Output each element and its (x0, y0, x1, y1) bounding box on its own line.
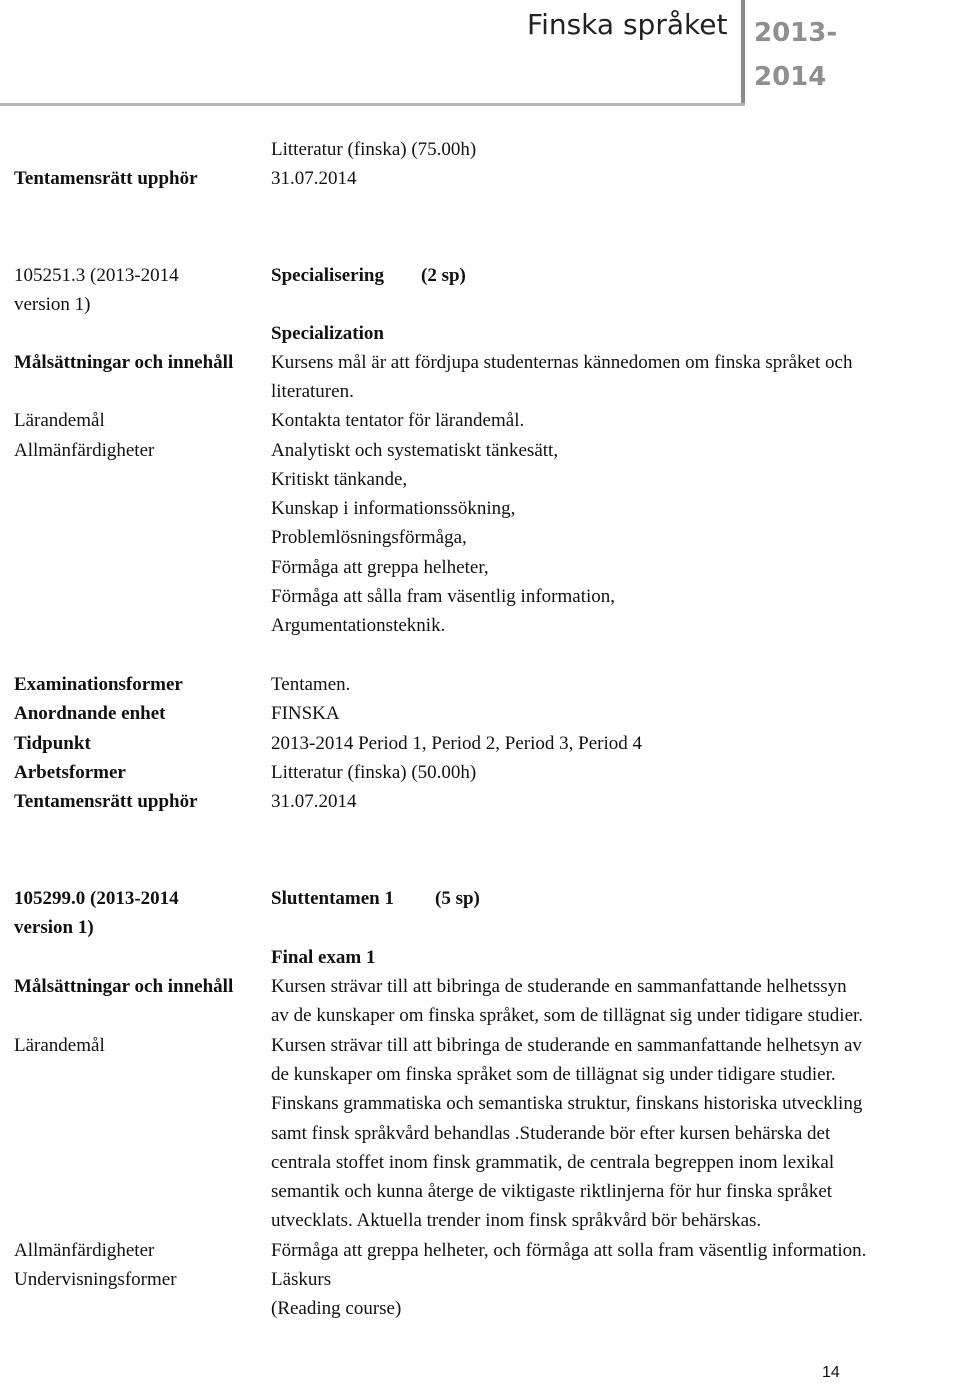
course1-skills-item: Argumentationsteknik. (271, 615, 446, 636)
course1-version: version 1) (14, 294, 91, 315)
course1-work-label: Arbetsformer (14, 762, 126, 783)
course1-time-value: 2013-2014 Period 1, Period 2, Period 3, Period 4 (271, 733, 643, 754)
course1-goals-label: Målsättningar och innehåll (14, 352, 234, 373)
course1-expiry-value: 31.07.2014 (271, 791, 357, 812)
course2-outcomes-line: centrala stoffet inom finsk grammatik, de centrala begreppen inom lexikal (271, 1152, 835, 1173)
course1-exam-value: Tentamen. (271, 674, 351, 695)
header-year-line2: 2014 (754, 62, 827, 92)
course2-outcomes-line: samt finsk språkvård behandlas .Studerande bör efter kursen behärska det (271, 1123, 831, 1144)
course2-goals-label: Målsättningar och innehåll (14, 976, 234, 997)
course1-unit-value: FINSKA (271, 703, 340, 724)
course2-teaching-label: Undervisningsformer (14, 1269, 177, 1290)
course1-skills-item: Problemlösningsförmåga, (271, 527, 467, 548)
header-year-line1: 2013- (754, 18, 838, 48)
course2-title-en: Final exam 1 (271, 947, 376, 968)
page-number: 14 (822, 1364, 840, 1381)
course2-outcomes-label: Lärandemål (14, 1035, 105, 1056)
course2-code: 105299.0 (2013-2014 (14, 888, 179, 909)
course2-goals-line: av de kunskaper om finska språket, som de tillägnat sig under tidigare studier. (271, 1005, 864, 1026)
header-title: Finska språket (527, 8, 728, 41)
course1-skills-item: Förmåga att greppa helheter, (271, 557, 489, 578)
course2-goals-line: Kursen strävar till att bibringa de studerande en sammanfattande helhetssyn (271, 976, 847, 997)
top-work-value: Litteratur (finska) (75.00h) (271, 139, 477, 160)
course1-title-en: Specialization (271, 323, 384, 344)
course1-exam-label: Examinationsformer (14, 674, 183, 695)
course1-skills-item: Kritiskt tänkande, (271, 469, 408, 490)
header-underline (0, 103, 745, 106)
course1-goals-line: Kursens mål är att fördjupa studenternas kännedomen om finska språket och (271, 352, 853, 373)
course1-skills-item: Analytiskt och systematiskt tänkesätt, (271, 440, 559, 461)
course2-skills-label: Allmänfärdigheter (14, 1240, 155, 1261)
course2-outcomes-line: de kunskaper om finska språket som de tillägnat sig under tidigare studier. (271, 1064, 836, 1085)
course2-outcomes-line: Finskans grammatiska och semantiska struktur, finskans historiska utveckling (271, 1093, 863, 1114)
course2-skills-value: Förmåga att greppa helheter, och förmåga att solla fram väsentlig information. (271, 1240, 867, 1261)
course2-outcomes-line: utvecklats. Aktuella trender inom finsk språkvård bör behärskas. (271, 1210, 762, 1231)
top-expiry-value: 31.07.2014 (271, 168, 357, 189)
course1-outcomes-label: Lärandemål (14, 410, 105, 431)
course1-time-label: Tidpunkt (14, 733, 91, 754)
course1-title: Specialisering (271, 265, 384, 286)
course1-skills-label: Allmänfärdigheter (14, 440, 155, 461)
course1-skills-item: Förmåga att sålla fram väsentlig information, (271, 586, 616, 607)
top-expiry-label: Tentamensrätt upphör (14, 168, 198, 189)
course2-outcomes-line: Kursen strävar till att bibringa de studerande en sammanfattande helhetsyn av (271, 1035, 862, 1056)
course2-version: version 1) (14, 917, 94, 938)
course1-skills-item: Kunskap i informationssökning, (271, 498, 516, 519)
header-divider (741, 0, 745, 104)
course2-outcomes-line: semantik och kunna återge de viktigaste riktlinjerna för hur finska språket (271, 1181, 833, 1202)
course2-teaching-line: (Reading course) (271, 1298, 402, 1319)
course1-goals-line: literaturen. (271, 381, 354, 402)
course2-title: Sluttentamen 1 (271, 888, 394, 909)
course1-credits: (2 sp) (421, 265, 466, 286)
course1-unit-label: Anordnande enhet (14, 703, 166, 724)
course2-teaching-line: Läskurs (271, 1269, 332, 1290)
course1-outcomes-value: Kontakta tentator för lärandemål. (271, 410, 525, 431)
course1-expiry-label: Tentamensrätt upphör (14, 791, 198, 812)
course1-work-value: Litteratur (finska) (50.00h) (271, 762, 477, 783)
course2-credits: (5 sp) (435, 888, 480, 909)
course1-code: 105251.3 (2013-2014 (14, 265, 179, 286)
